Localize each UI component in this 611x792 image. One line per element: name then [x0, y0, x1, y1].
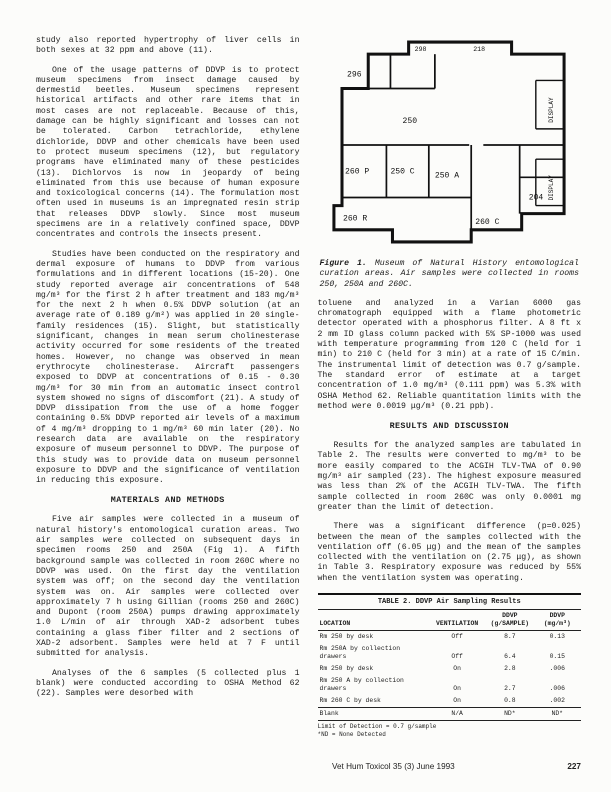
- table-row-blank: [318, 708, 582, 721]
- cell-ddvp-ug: 2.8: [504, 665, 516, 673]
- cell-ddvp-ug: 6.4: [504, 653, 516, 661]
- figure-caption-text: Museum of Natural History entomological curation areas. Air samples were collected in rooms 250, 250A and 260C.: [319, 259, 579, 289]
- footnote-limit-of-detection: Limit of Detection = 0.7 g/sample: [317, 723, 437, 731]
- cell-location: Rm 250 by desk: [319, 633, 374, 641]
- table-row: [318, 643, 582, 663]
- paragraph-liver-continuation: study also reported hypertrophy of liver cells in both sexes at 32 ppm and above (11).: [36, 36, 300, 56]
- room-label-250C: 250 C: [390, 167, 415, 177]
- table-row: [318, 631, 582, 644]
- table-row: [318, 675, 582, 695]
- paragraph-analyses: Analyses of the 6 samples (5 collected plus 1 blank) were conducted according to OSHA Method 62 (22). Samples were desorbed with: [36, 668, 300, 699]
- cell-ddvp-ug: 8.7: [504, 633, 516, 641]
- page-footer: [36, 762, 581, 774]
- cell-ddvp-ug: 0.8: [504, 697, 516, 705]
- table-2-title: TABLE 2. DDVP Air Sampling Results: [318, 595, 582, 610]
- column-header-location: LOCATION: [319, 620, 351, 628]
- room-label-260C: 260 C: [475, 217, 500, 227]
- cell-ddvp-mg: .006: [549, 665, 565, 673]
- room-label-260P: 260 P: [345, 167, 370, 177]
- table-row: [318, 663, 582, 675]
- column-header-ventilation: VENTILATION: [436, 620, 479, 628]
- cell-ddvp-mg: ND*: [534, 708, 581, 721]
- display-area-label-1: DISPLAY: [548, 97, 556, 123]
- paragraph-gc-analysis: toluene and analyzed in a Varian 6000 gas chromatograph equipped with a flame photometric detector operated with a phosphorus filter. A 8 ft x 2 mm ID glass column packed with 5% SP-1000 was used with temperature programming from 120 C (held for 1 min) to 210 C (held for 3 min) at a rate of 15 C/min. The instrumental limit of detection was 0.7 g/sample. The standard error of estimate at a target concentration of 1.0 mg/m³ (0.111 ppm) was 5.3% with OSHA Method 62. Reliable quantitation limits with the method were 0.0019 μg/m³ (0.21 ppb).: [317, 298, 581, 411]
- room-label-250A: 250 A: [435, 171, 460, 181]
- paragraph-exposure-studies: Studies have been conducted on the respiratory and dermal exposure of humans to DDVP from various formulations and in different locations (15-20). One study reported average air concentrations of 548 mg/m³ for the first 2 h after treatment and 183 mg/m³ for the next 2 h when 0.5% DDVP solution (at an average rate of 0.189 g/m²) was applied in 20 single-family residences (15). Slight, but statistically significant, changes in mean serum cholinesterase activity occurred for some residents of the treated homes. However, no change was observed in mean erythrocyte cholinesterase. Aircraft passengers exposed to DDVP at concentrations of 0.15 - 0.30 mg/m³ for 30 min from an automatic insect control system showed no signs of discomfort (21). A study of DDVP dissipation from the use of a home fogger containing 0.5% DDVP reported air levels of a maximum of 4 mg/m³ dropping to 1 mg/m³ 60 min later (20). No research data are available on the respiratory exposure of museum personnel to DDVP. The purpose of this study was to provide data on museum personnel exposure to DDVP and the significance of ventilation in reducing this exposure.: [36, 249, 300, 486]
- table-2-air-sampling-results: [318, 593, 582, 739]
- page-number: 227: [567, 762, 581, 771]
- column-header-ddvp-ug: DDVP (g/SAMPLE): [490, 612, 530, 628]
- cell-ventilation: Off: [451, 653, 463, 661]
- floor-plan-figure: [318, 36, 582, 255]
- journal-citation: Vet Hum Toxicol 35 (3) June 1993: [332, 762, 455, 771]
- room-label-204: 204: [528, 193, 544, 203]
- table-2-footnotes: [318, 721, 582, 739]
- floor-plan-room-labels: [343, 46, 555, 227]
- cell-location: Rm 250 A by collection drawers: [319, 677, 404, 693]
- paragraph-results: Results for the analyzed samples are tabulated in Table 2. The results were converted to mg/m³ to be more easily compared to the ACGIH TLV-TWA of 0.90 mg/m³ air sampled (23). The highest exposure measured was less than 2% of the ACGIH TLV-TWA. The fifth sample collected in room 260C was only 0.0001 mg greater than the limit of detection.: [317, 441, 581, 512]
- paragraph-ddvp-usage: One of the usage patterns of DDVP is to protect museum specimens from insect damage caused by dermestid beetles. Museum specimens represent historical artifacts and other rare items that in most cases are not replaceable. Because of this, damage can be highly significant and losses can not be tolerated. Carbon tetrachloride, ethylene dichloride, DDVP and other chemicals have been used to protect museum specimens (12), but regulatory programs have eliminated many of these pesticides (13). Dichlorvos is now in jeopardy of being eliminated from this use because of human exposure and toxicological concerns (14). The formulation most often used in museums is an impregnated resin strip that releases DDVP slowly. Since most museum specimens are in a relatively confined space, DDVP concentrates and controls the insects present.: [36, 65, 300, 240]
- cell-location: Rm 250 by desk: [319, 665, 374, 673]
- cell-ventilation: N/A: [428, 708, 486, 721]
- footnote-nd: *ND = None Detected: [317, 731, 386, 739]
- room-label-296: 296: [347, 70, 362, 80]
- figure-caption-label: Figure 1.: [319, 259, 367, 268]
- floor-plan-svg: [320, 36, 578, 250]
- cell-ddvp-mg: 0.15: [549, 653, 565, 661]
- heading-results-discussion: RESULTS AND DISCUSSION: [389, 421, 509, 432]
- two-column-content: [36, 36, 581, 739]
- room-label-250: 250: [402, 116, 418, 126]
- cell-ddvp-ug: ND*: [486, 708, 533, 721]
- room-label-260R: 260 R: [343, 214, 368, 224]
- display-area-label-2: DISPLAY: [548, 175, 556, 201]
- cell-ventilation: On: [453, 697, 461, 705]
- heading-materials-methods: MATERIALS AND METHODS: [110, 495, 225, 506]
- room-label-218: 218: [473, 46, 486, 54]
- cell-ddvp-mg: 0.13: [549, 633, 565, 641]
- floor-plan-walls: [334, 42, 564, 242]
- table-row: [318, 695, 582, 708]
- cell-location: Rm 250A by collection drawers: [319, 645, 401, 661]
- table-2-header-row: [318, 610, 582, 631]
- figure-caption: [320, 259, 580, 290]
- paragraph-sampling-method: Five air samples were collected in a museum of natural history's entomological curation areas. Two air samples were collected on subsequent days in specimen rooms 250 and 250A (Fig 1). A fifth background sample was collected in room 260C where no DDVP was used. On the first day the ventilation system was off; on the second day the ventilation system was on. Air samples were collected over approximately 7 h using Gillian (rooms 250 and 260C) and Dupont (room 250A) pumps drawing approximately 1.0 L/min of air through XAD-2 adsorbent tubes containing a glass fiber filter and 2 sections of XAD-2 adsorbent. Samples were held at 7 F until submitted for analysis.: [36, 515, 300, 659]
- cell-ventilation: Off: [451, 633, 463, 641]
- cell-location: Blank: [318, 708, 429, 721]
- right-column: [318, 36, 582, 739]
- cell-ventilation: On: [453, 685, 461, 693]
- room-label-298: 298: [414, 46, 427, 54]
- cell-ddvp-mg: .006: [549, 685, 565, 693]
- column-header-ddvp-mg: DDVP (mg/m³): [543, 612, 571, 628]
- cell-ddvp-ug: 2.7: [504, 685, 516, 693]
- left-column: [36, 36, 300, 739]
- paragraph-ventilation-difference: There was a significant difference (p=0.025) between the mean of the samples collected with the ventilation off (6.05 μg) and the mean of the samples collected with the ventilation on (2.75 μg), as shown in Table 3. Respiratory exposure was reduced by 55% when the ventilation system was operating.: [317, 522, 581, 583]
- cell-ventilation: On: [453, 665, 461, 673]
- cell-ddvp-mg: .002: [549, 697, 565, 705]
- cell-location: Rm 260 C by desk: [319, 697, 381, 705]
